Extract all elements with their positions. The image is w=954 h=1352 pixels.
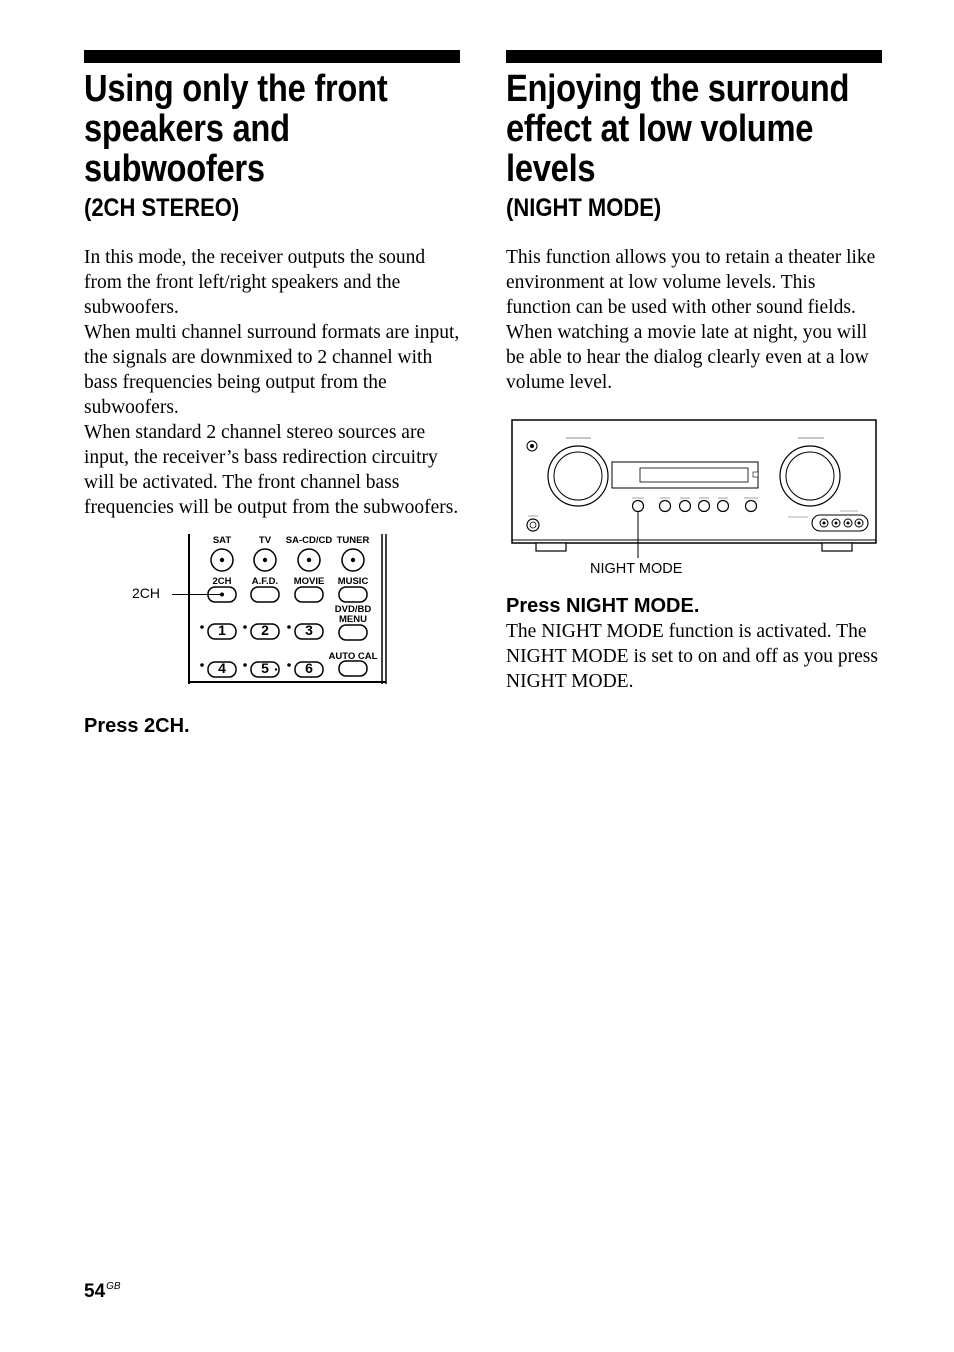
page-number — [84, 1281, 121, 1303]
menu-label: MENU — [339, 614, 367, 625]
section-subtitle: (2CH STEREO) — [84, 194, 240, 222]
instruction-press-2ch: Press 2CH. — [84, 715, 190, 737]
callout-night-mode-label: NIGHT MODE — [590, 561, 683, 577]
title-line: Enjoying the surround — [506, 68, 850, 110]
remote-control-figure — [120, 530, 400, 690]
auto-cal-label: AUTO CAL — [328, 651, 378, 662]
key-5-label: 5 — [261, 660, 269, 676]
body-paragraph: When multi channel surround formats are input, the signals are downmixed to 2 channel with bass frequencies being output from the subwoofers. — [84, 322, 460, 418]
receiver-front-panel-figure — [506, 418, 882, 583]
body-paragraph: This function allows you to retain a theater like environment at low volume levels. This function can be used with other sound fields. When watching a movie late at night, you will be able to hear the dialog clearly even at a low volume level. — [506, 247, 876, 393]
key-4-label: 4 — [218, 660, 226, 676]
title-line: Using only the front — [84, 68, 388, 110]
key-3-label: 3 — [305, 622, 313, 638]
title-line: speakers and subwoofers — [84, 108, 290, 190]
body-paragraph: When standard 2 channel stereo sources are input, the receiver’s bass redirection circuitry will be activated. The front channel bass frequencies will be output from the subwoofers. — [84, 422, 459, 518]
tv-label: TV — [258, 535, 272, 546]
section-title — [84, 69, 459, 189]
afd-label: A.F.D. — [251, 576, 279, 587]
tuner-label: TUNER — [336, 535, 370, 546]
region-code: GB — [106, 1281, 121, 1292]
section-rule — [84, 50, 460, 63]
receiver-illustration — [506, 418, 882, 558]
night-mode-instructions — [506, 593, 882, 694]
right-column — [506, 50, 882, 395]
key-2-label: 2 — [261, 622, 269, 638]
left-column — [84, 50, 460, 520]
title-line: effect at low volume — [506, 108, 814, 150]
page-number-value: 54 — [84, 1281, 106, 1302]
section-title — [506, 69, 881, 189]
callout-2ch-label: 2CH — [132, 585, 161, 601]
section-rule — [506, 50, 882, 63]
instruction-press-night-mode: Press NIGHT MODE. — [506, 595, 700, 617]
section-subtitle: (NIGHT MODE) — [506, 194, 662, 222]
2ch-button-label: 2CH — [212, 576, 232, 587]
key-6-label: 6 — [305, 660, 313, 676]
sacd-cd-label: SA-CD/CD — [285, 535, 333, 546]
dvd-bd-label: DVD/BD — [334, 604, 372, 615]
instruction-detail: The NIGHT MODE function is activated. The NIGHT MODE is set to on and off as you press NIGHT MODE. — [506, 621, 878, 692]
movie-label: MOVIE — [293, 576, 325, 587]
key-1-label: 1 — [218, 622, 226, 638]
body-paragraph: In this mode, the receiver outputs the sound from the front left/right speakers and the subwoofers. — [84, 247, 426, 318]
sat-label: SAT — [212, 535, 232, 546]
music-label: MUSIC — [337, 576, 369, 587]
title-line: levels — [506, 148, 596, 190]
